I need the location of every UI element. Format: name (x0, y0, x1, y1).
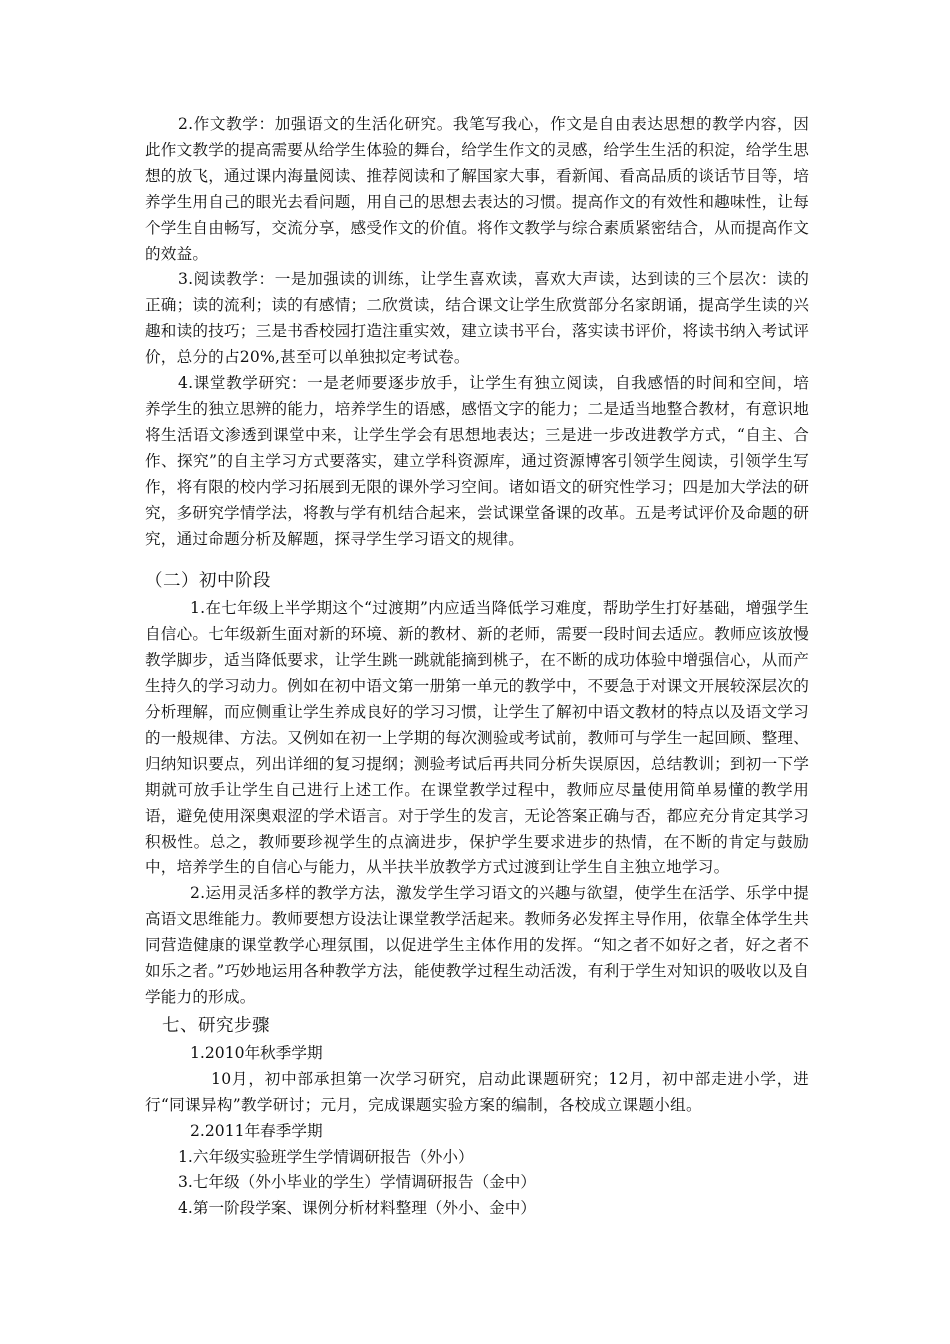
term-2-item-1: 1.六年级实验班学生学情调研报告（外小） (178, 1147, 474, 1166)
term-1-description: 10月，初中部承担第一次学习研究，启动此课题研究；12月，初中部走进小学，进行“同课异构”教学研讨；元月，完成课题实验方案的编制，各校成立课题小组。 (145, 1069, 809, 1114)
paragraph-composition-teaching: 2.作文教学：加强语文的生活化研究。我笔写我心，作文是自由表达思想的教学内容，因此作文教学的提高需要从给学生体验的舞台，给学生作文的灵感，给学生生活的积淀，给学生思想的放飞，通过课内海量阅读、推荐阅读和了解国家大事，看新闻、看高品质的谈话节目等，培养学生用自己的眼光去看问题，用自己的思想去表达的习惯。提高作文的有效性和趣味性，让每个学生自由畅写，交流分享，感受作文的价值。将作文教学与综合素质紧密结合，从而提高作文的效益。 (145, 115, 809, 263)
paragraph-classroom-research: 4.课堂教学研究：一是老师要逐步放手，让学生有独立阅读，自我感悟的时间和空间，培养学生的独立思辨的能力，培养学生的语感，感悟文字的能力；二是适当地整合教材，有意识地将生活语文渗透到课堂中来，让学生学会有思想地表达；三是进一步改进教学方式，“自主、合作、探究”的自主学习方式要落实，建立学科资源库，通过资源博客引领学生阅读，引领学生写作，将有限的校内学习拓展到无限的课外学习空间。诸如语文的研究性学习；四是加大学法的研究，多研究学情学法，将教与学有机结合起来，尝试课堂备课的改革。五是考试评价及命题的研究，通过命题分析及解题，探寻学生学习语文的规律。 (145, 374, 809, 548)
paragraph-junior-transition: 1.在七年级上半学期这个“过渡期”内应适当降低学习难度，帮助学生打好基础，增强学生自信心。七年级新生面对新的环境、新的教材、新的老师，需要一段时间去适应。教师应该放慢教学脚步，适当降低要求，让学生跳一跳就能摘到桃子，在不断的成功体验中增强信心，从而产生持久的学习动力。例如在初中语文第一册第一单元的教学中，不要急于对课文开展较深层次的分析理解，而应侧重让学生养成良好的学习习惯，让学生了解初中语文教材的特点以及语文学习的一般规律、方法。又例如在初一上学期的每次测验或考试前，教师可与学生一起回顾、整理、归纳知识要点，列出详细的复习提纲；测验考试后再共同分析失误原因，总结教训；到初一下学期就可放手让学生自己进行上述工作。在课堂教学过程中，教师应尽量使用简单易懂的教学用语，避免使用深奥艰涩的学术语言。对于学生的发言，无论答案正确与否，都应充分肯定其学习积极性。总之，教师要珍视学生的点滴进步，保护学生要求进步的热情，在不断的肯定与鼓励中，培养学生的自信心与能力，从半扶半放教学方式过渡到让学生自主独立地学习。 (145, 599, 809, 877)
paragraph-reading-teaching: 3.阅读教学：一是加强读的训练，让学生喜欢读，喜欢大声读，达到读的三个层次：读的正确；读的流利；读的有感情；二欣赏读，结合课文让学生欣赏部分名家朗诵，提高学生读的兴趣和读的技巧；三是书香校园打造注重实效，建立读书平台，落实读书评价，将读书纳入考试评价，总分的占20%,甚至可以单独拟定考试卷。 (145, 270, 809, 367)
section-heading-research-steps: 七、研究步骤 (162, 1015, 270, 1036)
term-2-title: 2.2011年春季学期 (190, 1121, 323, 1140)
document-body (145, 112, 809, 1222)
term-1-title: 1.2010年秋季学期 (190, 1043, 323, 1062)
paragraph-junior-methods: 2.运用灵活多样的教学方法，激发学生学习语文的兴趣与欲望，使学生在活学、乐学中提高语文思维能力。教师要想方设法让课堂教学活起来。教师务必发挥主导作用，依靠全体学生共同营造健康的课堂教学心理氛围，以促进学生主体作用的发挥。“知之者不如好之者，好之者不如乐之者。”巧妙地运用各种教学方法，能使教学过程生动活泼，有利于学生对知识的吸收以及自学能力的形成。 (145, 884, 809, 1006)
section-heading-junior-stage: （二）初中阶段 (145, 571, 271, 592)
term-2-item-3: 4.第一阶段学案、课例分析材料整理（外小、金中） (178, 1199, 536, 1218)
term-2-item-2: 3.七年级（外小毕业的学生）学情调研报告（金中） (178, 1173, 536, 1192)
